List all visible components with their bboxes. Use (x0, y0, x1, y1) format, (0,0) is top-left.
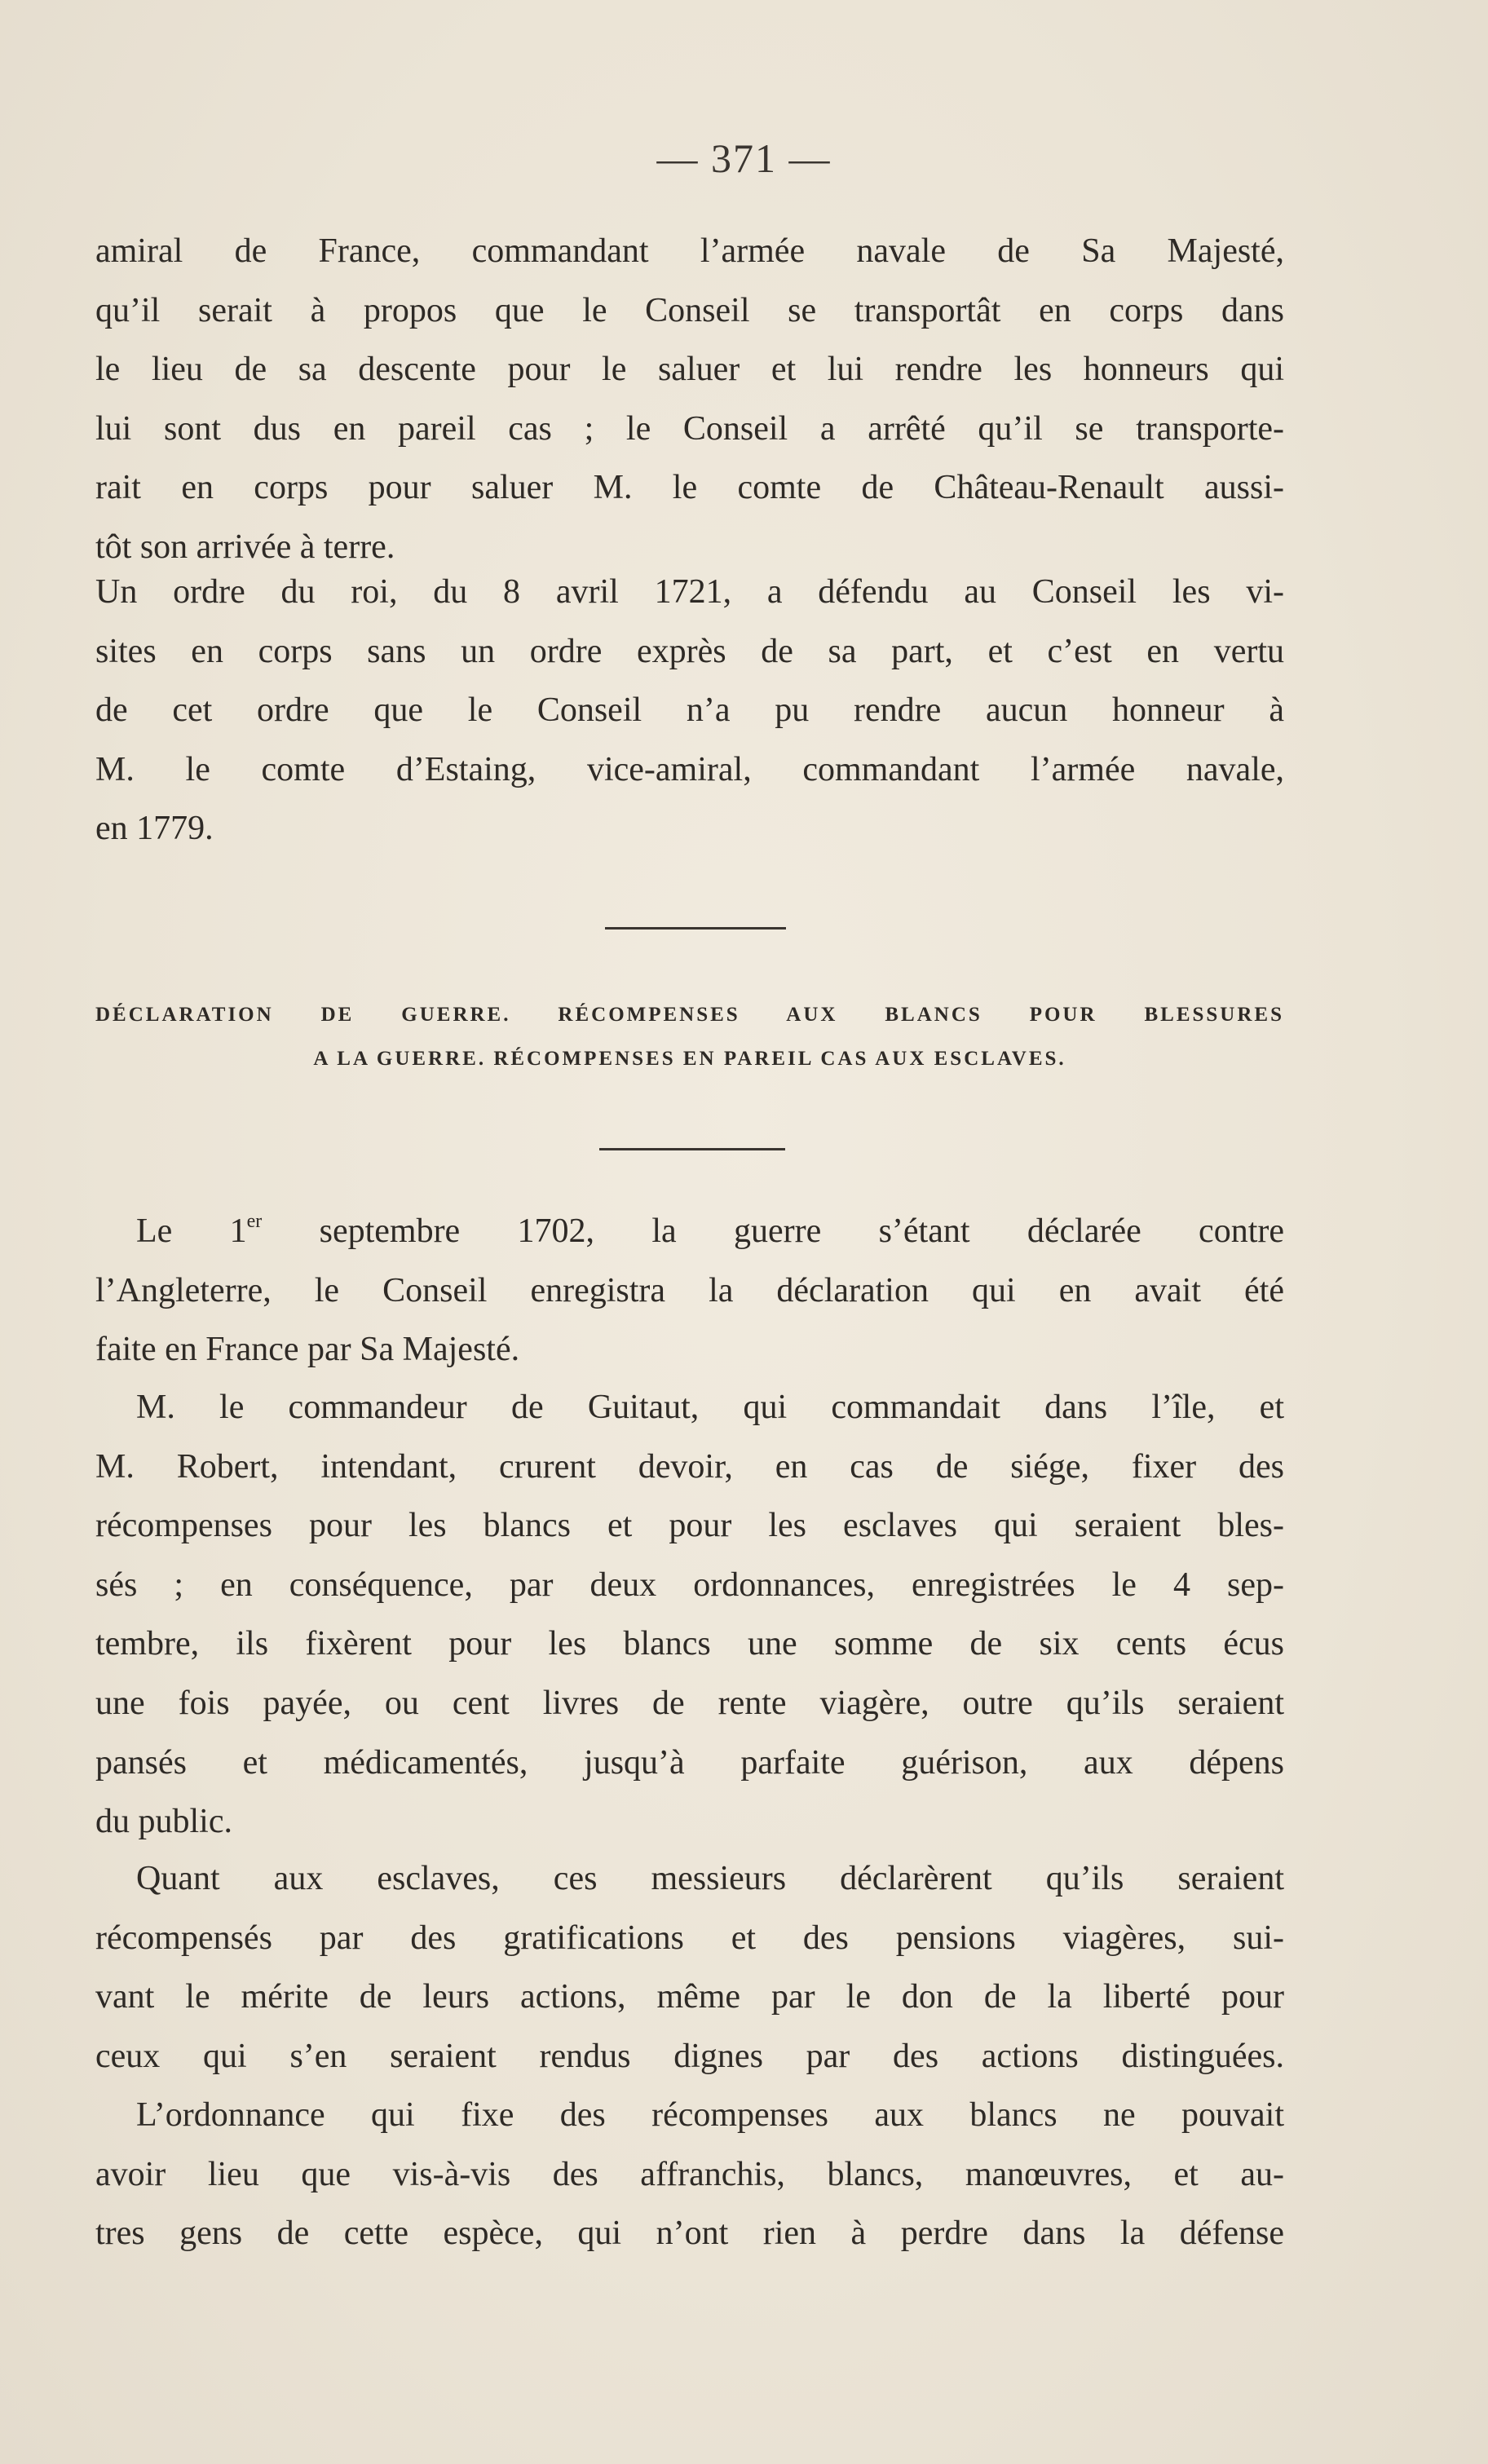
text-line: Un ordre du roi, du 8 avril 1721, a défendu au Conseil les vi- (95, 573, 1284, 611)
page-number: — 371 — (656, 135, 832, 181)
text-line: tembre, ils fixèrent pour les blancs une somme de six cents écus (95, 1625, 1284, 1663)
text-line: M. le commandeur de Guitaut, qui commandait dans l’île, et (136, 1389, 1284, 1426)
text-line (95, 1202, 1284, 1261)
text-line: pansés et médicamentés, jusqu’à parfaite guérison, aux dépens (95, 1743, 1284, 1782)
paragraph-slaves (95, 1849, 1284, 2086)
paragraph-ordinances (95, 1378, 1284, 1852)
text-line: avoir lieu que vis-à-vis des affranchis, blancs, manœuvres, et au- (95, 2155, 1284, 2193)
text-line: rait en corps pour saluer M. le comte de Château-Renault aussi- (95, 469, 1284, 507)
text-line: ceux qui s’en seraient rendus dignes par des actions distinguées. (95, 2037, 1284, 2075)
section-heading (95, 993, 1284, 1081)
text-line: qu’il serait à propos que le Conseil se transportât en corps dans (95, 291, 1284, 329)
text-line: M. Robert, intendant, crurent devoir, en cas de siége, fixer des (95, 1447, 1284, 1486)
paragraph-war-declaration (95, 1202, 1284, 1380)
text-line: Quant aux esclaves, ces messieurs déclarèrent qu’ils seraient (136, 1860, 1284, 1897)
text-line: sites en corps sans un ordre exprès de sa part, et c’est en vertu (95, 632, 1284, 670)
separator-rule-top (605, 927, 786, 930)
text-line: sés ; en conséquence, par deux ordonnances, enregistrées le 4 sep- (95, 1565, 1284, 1604)
text-line: en 1779. (95, 810, 214, 848)
text-line: amiral de France, commandant l’armée navale de Sa Majesté, (95, 232, 1284, 270)
heading-line: A LA GUERRE. RÉCOMPENSES EN PAREIL CAS AUX ESCLAVES. (313, 1048, 1066, 1070)
heading-line: DÉCLARATION DE GUERRE. RÉCOMPENSES AUX BLANCS POUR BLESSURES (95, 1004, 1284, 1026)
text-line: une fois payée, ou cent livres de rente viagère, outre qu’ils seraient (95, 1684, 1284, 1722)
separator-rule-bottom (599, 1148, 785, 1150)
text-line: lui sont dus en pareil cas ; le Conseil a arrêté qu’il se transporte- (95, 409, 1284, 448)
text-line: L’ordonnance qui fixe des récompenses aux blancs ne pouvait (136, 2096, 1284, 2134)
superscript: er (246, 1211, 263, 1232)
text-line: récompenses pour les blancs et pour les esclaves qui seraient bles- (95, 1507, 1284, 1545)
text-line: M. le comte d’Estaing, vice-amiral, commandant l’armée navale, (95, 750, 1284, 788)
text-line: l’Angleterre, le Conseil enregistra la déclaration qui en avait été (95, 1271, 1284, 1309)
text-line: récompensés par des gratifications et des pensions viagères, sui- (95, 1919, 1284, 1957)
text-line: tôt son arrivée à terre. (95, 528, 395, 566)
text-line: de cet ordre que le Conseil n’a pu rendre aucun honneur à (95, 691, 1284, 730)
paragraph-royal-order (95, 563, 1284, 859)
paragraph-ordinance-scope (95, 2086, 1284, 2263)
text-line: tres gens de cette espèce, qui n’ont rien à perdre dans la défense (95, 2215, 1284, 2253)
text-fragment: Le 1 (136, 1212, 247, 1250)
text-line: le lieu de sa descente pour le saluer et lui rendre les honneurs qui (95, 351, 1284, 389)
text-line: du public. (95, 1803, 232, 1841)
text-line: vant le mérite de leurs actions, même par le don de la liberté pour (95, 1978, 1284, 2016)
text-fragment: septembre 1702, la guerre s’étant déclarée contre (262, 1212, 1284, 1250)
paragraph-continuation (95, 222, 1284, 577)
text-line: faite en France par Sa Majesté. (95, 1331, 520, 1369)
